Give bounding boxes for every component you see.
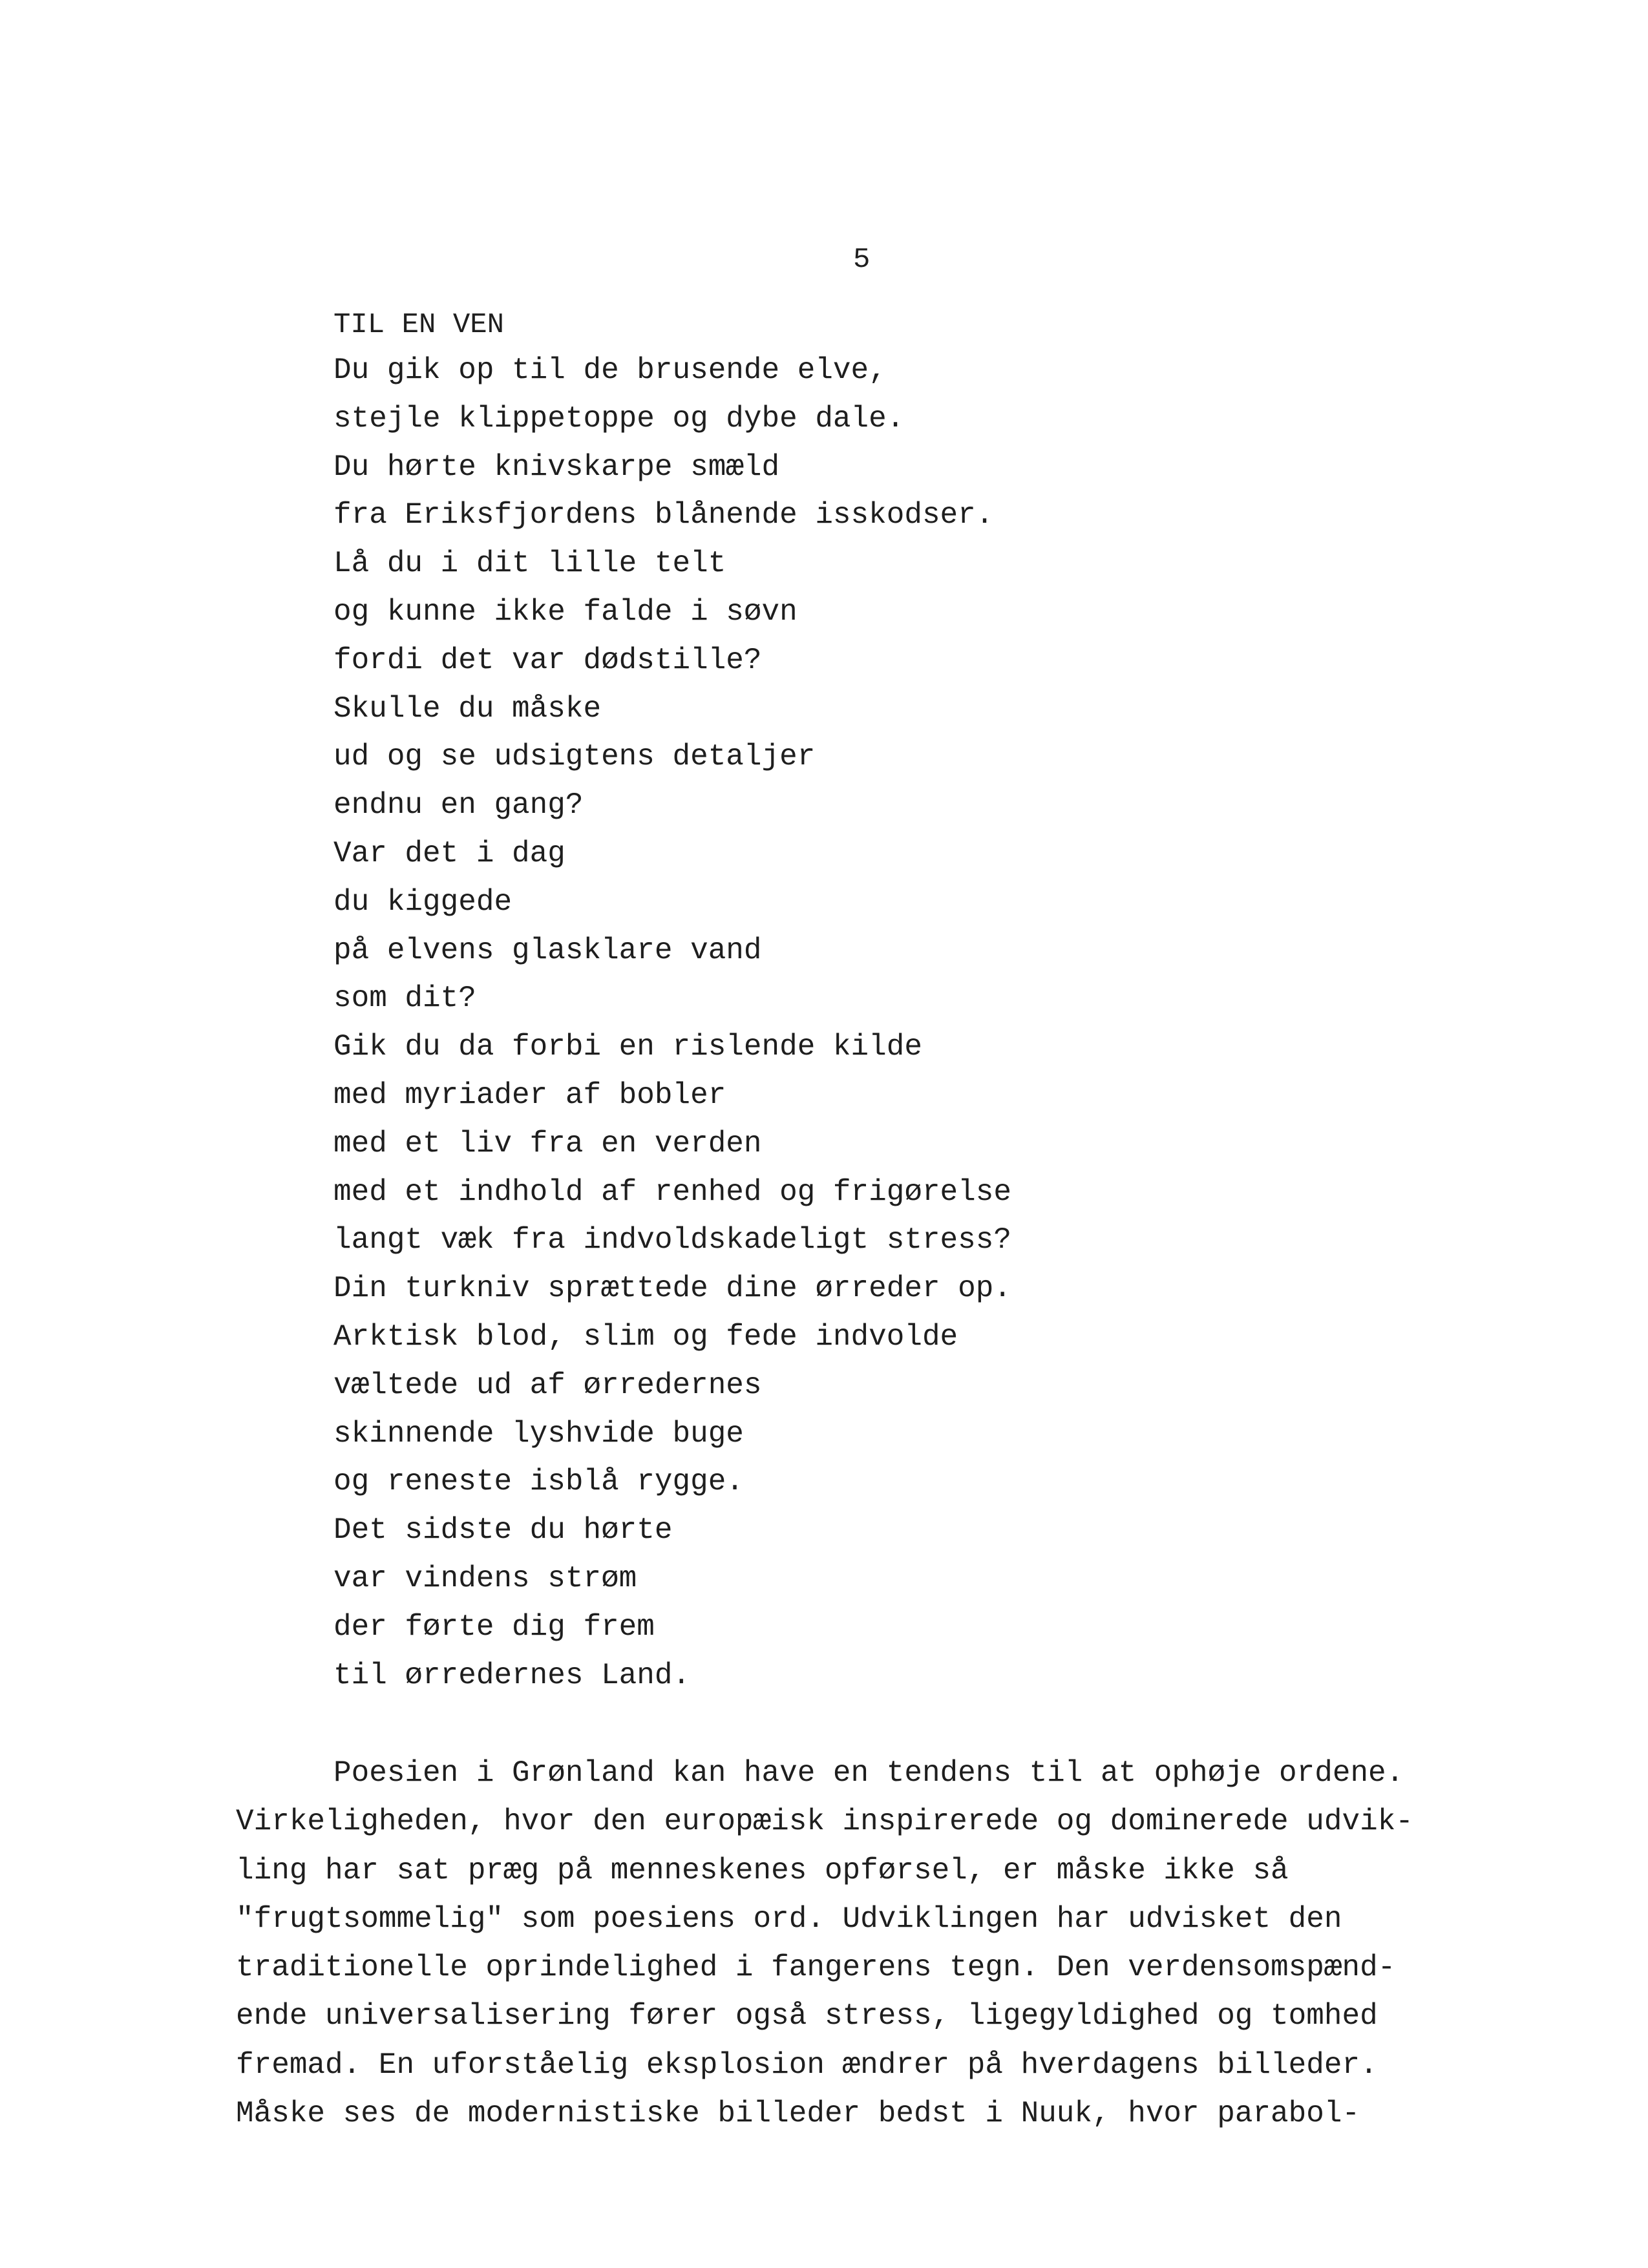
page-number: 5	[853, 244, 871, 276]
prose-line: Virkeligheden, hvor den europæisk inspirerede og dominerede udvik-	[236, 1805, 1413, 1839]
poem-line: på elvens glasklare vand	[333, 933, 762, 967]
poem-line: Var det i dag	[333, 836, 565, 870]
poem-line: stejle klippetoppe og dybe dale.	[333, 401, 905, 436]
poem-line: Din turkniv sprættede dine ørreder op.	[333, 1272, 1011, 1306]
poem-line: fra Eriksfjordens blånende isskodser.	[333, 498, 994, 532]
poem-line: langt væk fra indvoldskadeligt stress?	[333, 1223, 1011, 1257]
poem-line: Gik du da forbi en rislende kilde	[333, 1030, 922, 1064]
poem-line: med et liv fra en verden	[333, 1126, 762, 1160]
prose-paragraph	[236, 1755, 1490, 2144]
prose-line: "frugtsommelig" som poesiens ord. Udviklingen har udvisket den	[236, 1902, 1342, 1936]
prose-line: fremad. En uforståelig eksplosion ændrer på hverdagens billeder.	[236, 2048, 1378, 2082]
poem-title: TIL EN VEN	[333, 309, 505, 341]
poem-line: med et indhold af renhed og frigørelse	[333, 1175, 1011, 1209]
poem-line: der førte dig frem	[333, 1610, 655, 1644]
poem-line: skinnende lyshvide buge	[333, 1416, 744, 1451]
poem-line: og kunne ikke falde i søvn	[333, 594, 798, 629]
poem-line: du kiggede	[333, 885, 512, 919]
poem-line: som dit?	[333, 982, 476, 1016]
prose-line: traditionelle oprindelighed i fangerens tegn. Den verdensomspænd-	[236, 1951, 1396, 1985]
poem-line: Det sidste du hørte	[333, 1513, 673, 1548]
poem-line: Du gik op til de brusende elve,	[333, 353, 887, 387]
poem-line: Arktisk blod, slim og fede indvolde	[333, 1319, 958, 1354]
poem-line: væltede ud af ørredernes	[333, 1368, 762, 1402]
poem-line: endnu en gang?	[333, 788, 584, 823]
poem-line: var vindens strøm	[333, 1561, 637, 1595]
prose-line: ling har sat præg på menneskenes opførsel, er måske ikke så	[236, 1853, 1289, 1887]
poem-line: Skulle du måske	[333, 691, 602, 726]
poem-line: med myriader af bobler	[333, 1078, 726, 1112]
poem-line: Lå du i dit lille telt	[333, 547, 726, 581]
poem-body	[333, 352, 1011, 1705]
poem-line: ud og se udsigtens detaljer	[333, 740, 816, 774]
poem-line: Du hørte knivskarpe smæld	[333, 450, 780, 484]
poem-line: til ørredernes Land.	[333, 1658, 691, 1692]
prose-line: Måske ses de modernistiske billeder bedst i Nuuk, hvor parabol-	[236, 2097, 1360, 2131]
poem-line: fordi det var dødstille?	[333, 643, 762, 677]
poem-line: og reneste isblå rygge.	[333, 1465, 744, 1499]
prose-line: Poesien i Grønland kan have en tendens til at ophøje ordene.	[333, 1756, 1404, 1790]
prose-line: ende universalisering fører også stress, ligegyldighed og tomhed	[236, 1999, 1378, 2033]
